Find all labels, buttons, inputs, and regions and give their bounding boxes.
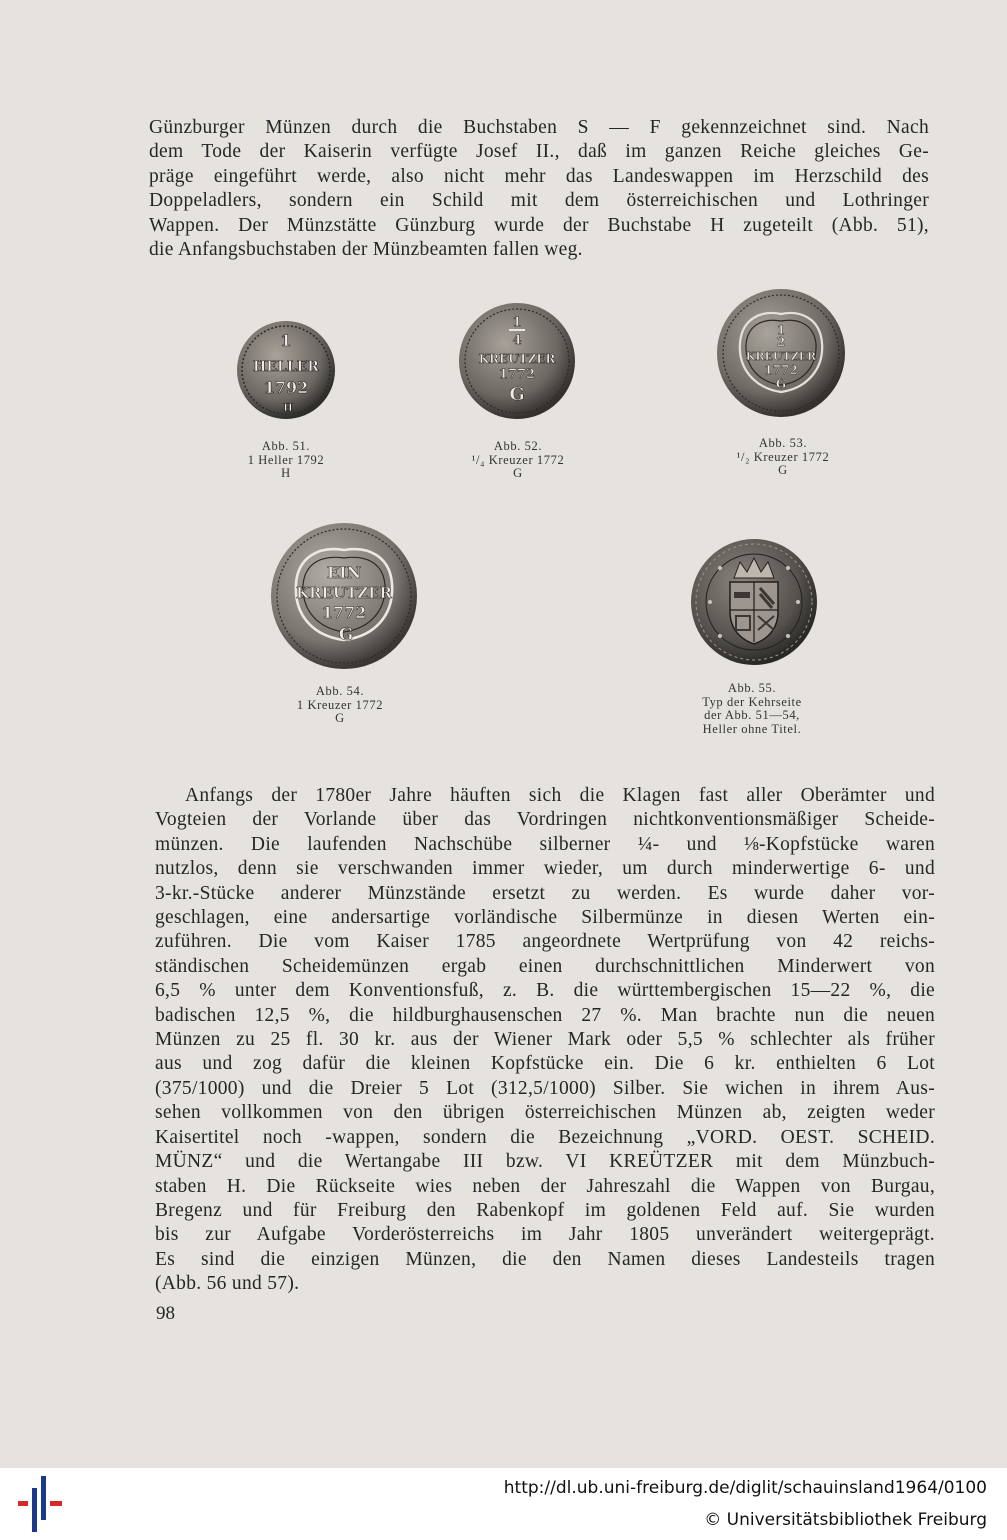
text-line: dem Tode der Kaiserin verfügte Josef II., daß im ganzen Reiche gleiches Ge-: [149, 141, 929, 163]
caption-abb-53: [683, 437, 883, 478]
caption-line: H: [281, 466, 291, 480]
text-line: Anfangs der 1780er Jahre häuften sich die Klagen fast aller Oberämter und: [185, 785, 935, 806]
caption-line: 1 Kreuzer 1772: [296, 697, 384, 712]
source-url-link[interactable]: http://dl.ub.uni-freiburg.de/diglit/schauinsland1964/0100: [503, 1478, 987, 1498]
page-number: 98: [156, 1303, 175, 1324]
text-line: ständischen Scheidemünzen ergab einen durchschnittlichen Minderwert von: [155, 955, 935, 977]
copyright-notice: © Universitätsbibliothek Freiburg: [704, 1510, 987, 1530]
coin-text: G: [509, 384, 525, 405]
text-line: Kaisertitel noch -wappen, sondern die Bezeichnung „VORD. OEST. SCHEID.: [155, 1126, 935, 1148]
caption-line: G: [778, 463, 788, 477]
caption-line: Typ der Kehrseite: [702, 694, 802, 709]
coin-text: H: [283, 403, 293, 414]
ub-freiburg-logo-icon: [18, 1476, 64, 1532]
caption-label: Abb. 54.: [315, 684, 365, 698]
coin-abb-55: [690, 538, 818, 666]
caption-label: Abb. 55.: [727, 681, 777, 695]
text-line: 6,5 % unter dem Konventionsfuß, z. B. die württembergischen 15—22 %, die: [155, 980, 935, 1002]
text-line: bis zur Aufgabe Vorderösterreichs im Jahr 1805 unverändert weitergeprägt.: [155, 1224, 935, 1246]
text-line: Wappen. Der Münzstätte Günzburg wurde der Buchstabe H zugeteilt (Abb. 51),: [149, 214, 929, 236]
paragraph-1: [149, 116, 929, 262]
caption-abb-55: [652, 682, 852, 736]
coin-text: 1772: [498, 367, 536, 382]
text-line: Doppeladlers, sondern ein Schild mit dem österreichischen und Lothringer: [149, 190, 929, 212]
caption-label: Abb. 51.: [261, 439, 311, 453]
text-line: Bregenz und für Freiburg den Rabenkopf im goldenen Feld auf. Sie wurden: [155, 1199, 935, 1221]
coin-text: 1: [776, 323, 786, 337]
text-line: geschlagen, eine andersartige vorländische Silbermünze in diesen Werten ein-: [155, 907, 935, 929]
coin-text: EIN: [326, 563, 362, 582]
coin-text: KREUTZER: [745, 350, 817, 363]
coin-text: G: [775, 377, 787, 391]
coin-text: 4: [512, 333, 522, 348]
coin-text: KREUTZER: [295, 584, 393, 602]
caption-abb-54: [240, 685, 440, 726]
caption-line: 1 Heller 1792: [247, 452, 325, 467]
caption-line: ¹/₂ Kreuzer 1772: [736, 449, 830, 464]
text-line: Vogteien der Vorlande über das Vordringen nichtkonventionsmäßiger Scheide-: [155, 809, 935, 831]
coin-abb-51: [236, 320, 336, 420]
caption-line: G: [335, 711, 345, 725]
caption-line: der Abb. 51—54,: [704, 708, 800, 722]
coin-text: G: [338, 625, 354, 645]
text-line: Günzburger Münzen durch die Buchstaben S — F gekennzeichnet sind. Nach: [149, 117, 929, 138]
text-line: (375/1000) und die Dreier 5 Lot (312,5/1000) Silber. Sie wichen in ihrem Aus-: [155, 1077, 935, 1099]
text-line: MÜNZ“ und die Wertangabe III bzw. VI KREÜTZER mit dem Münzbuch-: [155, 1151, 935, 1173]
text-line: münzen. Die laufenden Nachschübe silberner ¼- und ⅛-Kopfstücke waren: [155, 833, 935, 855]
caption-line: Heller ohne Titel.: [702, 721, 802, 736]
caption-abb-51: [186, 440, 386, 481]
coin-abb-52: [458, 302, 576, 420]
text-line: aus und zog dafür die kleinen Kopfstücke ein. Die 6 kr. enthielten 6 Lot: [155, 1053, 935, 1075]
coin-text: 1: [512, 315, 522, 330]
text-line: Es sind die einzigen Münzen, die den Namen dieses Landesteils tragen: [155, 1248, 935, 1270]
text-line: Münzen zu 25 fl. 30 kr. aus der Wiener Mark oder 5,5 % schlechter als früher: [155, 1029, 935, 1051]
text-line: die Anfangsbuchstaben der Münzbeamten fallen weg.: [149, 239, 583, 261]
paragraph-2: [155, 784, 935, 1297]
coin-text: 1772: [764, 363, 798, 377]
text-line: (Abb. 56 und 57).: [155, 1273, 300, 1295]
coin-text: 1: [280, 331, 292, 350]
coin-text: KREUTZER: [478, 352, 556, 366]
caption-abb-52: [418, 440, 618, 481]
text-line: badischen 12,5 %, die hildburghausenschen 27 %. Man brachte nun die neuen: [155, 1004, 935, 1026]
caption-line: G: [513, 466, 523, 480]
coin-abb-53: [716, 288, 846, 418]
text-line: 3-kr.-Stücke anderer Münzstände ersetzt zu werden. Es wurde daher vor-: [155, 882, 935, 904]
text-line: nutzlos, denn sie verschwanden immer wieder, um durch minderwertige 6- und: [155, 858, 935, 880]
coin-text: 1772: [321, 603, 367, 622]
text-line: präge eingeführt werde, also nicht mehr das Landeswappen im Herzschild des: [149, 165, 929, 187]
text-line: sehen vollkommen von den übrigen österreichischen Münzen ab, zeigten weder: [155, 1102, 935, 1124]
caption-line: ¹/₄ Kreuzer 1772: [471, 452, 565, 467]
caption-label: Abb. 52.: [493, 439, 543, 453]
coin-text: 1792: [263, 378, 309, 397]
coin-text: HELLER: [253, 359, 319, 375]
text-line: zuführen. Die vom Kaiser 1785 angeordnete Wertprüfung von 42 reichs-: [155, 931, 935, 953]
coin-abb-54: [270, 522, 418, 670]
text-line: staben H. Die Rückseite wies neben der Jahreszahl die Wappen von Burgau,: [155, 1175, 935, 1197]
coin-text: 2: [776, 335, 786, 349]
caption-label: Abb. 53.: [758, 436, 808, 450]
